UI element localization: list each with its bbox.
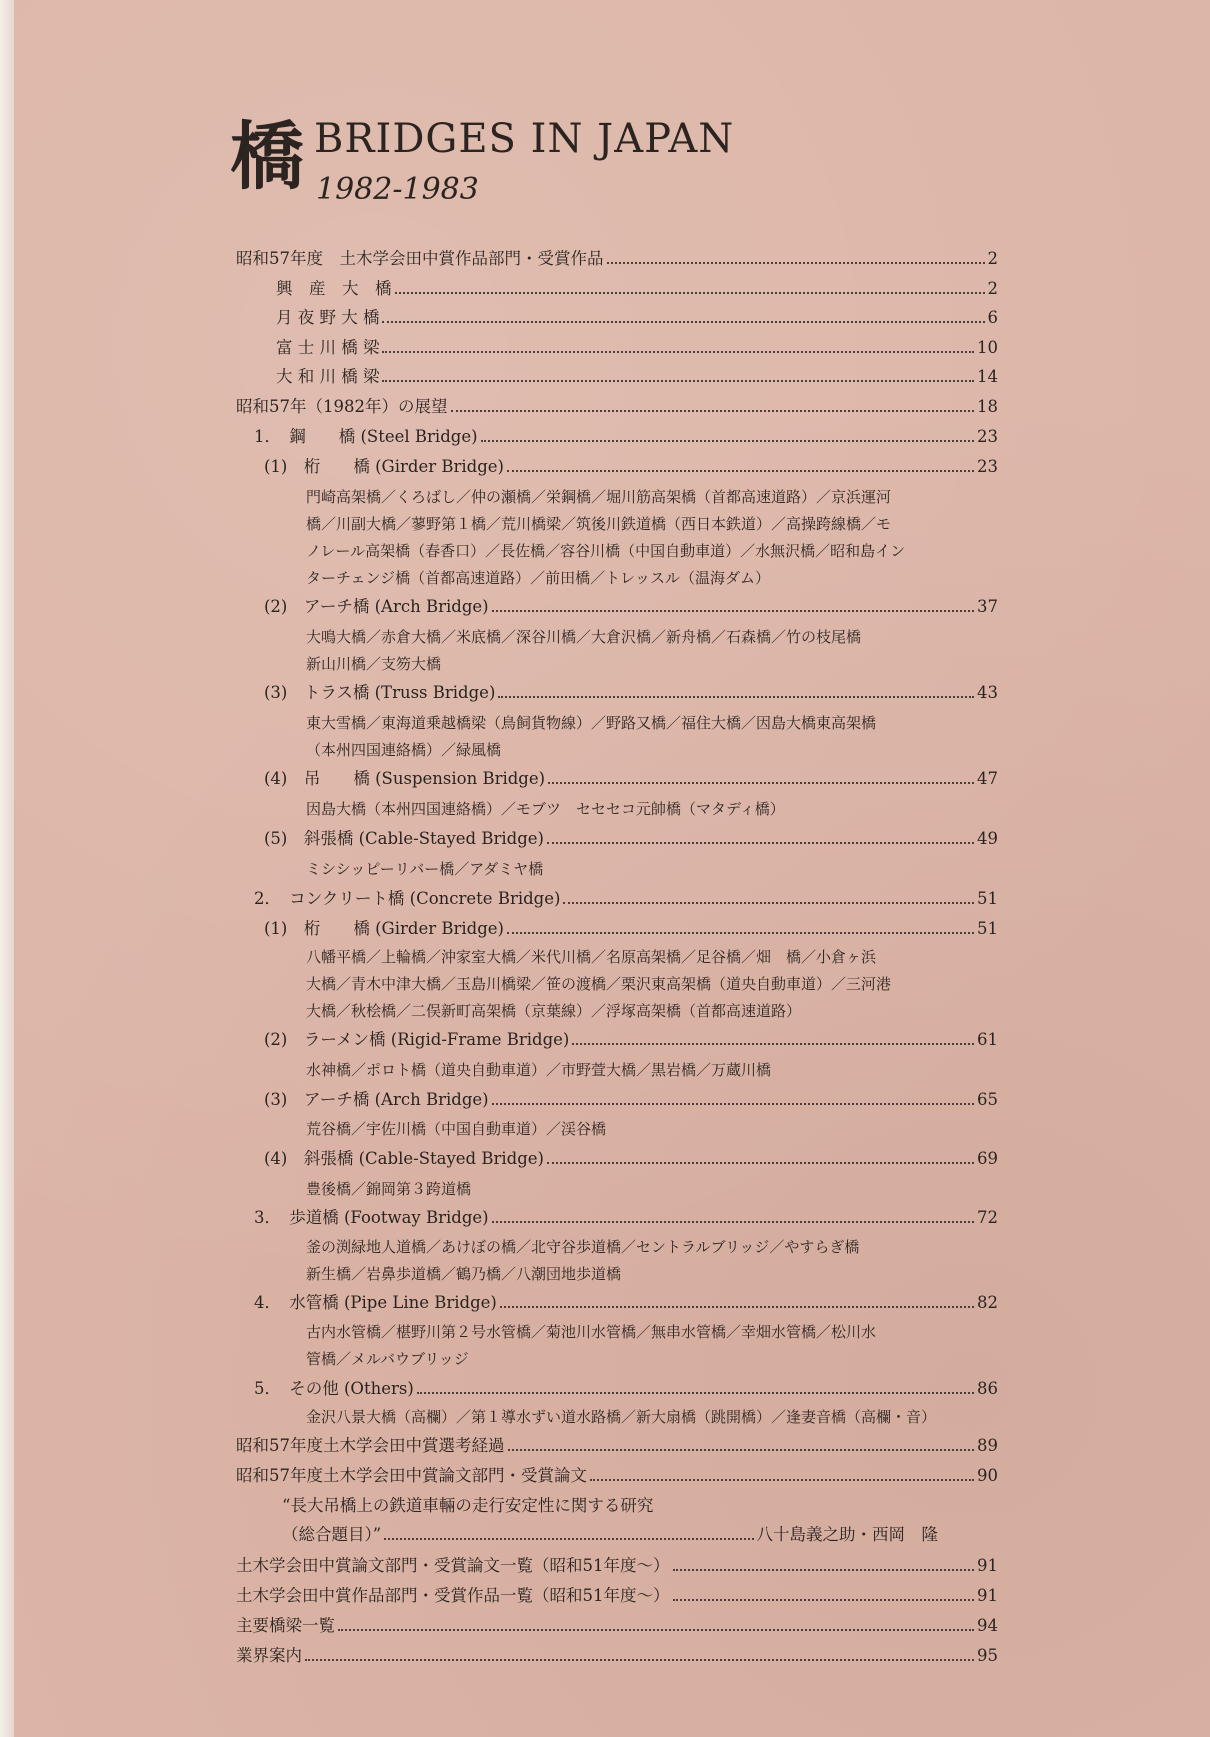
toc-entry[interactable]: 1． 鋼 橋 (Steel Bridge) 23 — [254, 427, 998, 446]
detail-line: 金沢八景大橋（高欄）／第１導水ずい道水路橋／新大扇橋（跳開橋）／逢妻音橋（高欄・音） — [306, 1408, 937, 1426]
detail-line: 八幡平橋／上輪橋／沖家室大橋／米代川橋／名原高架橋／足谷橋／畑 橋／小倉ヶ浜 — [306, 948, 877, 966]
detail-line: 新生橋／岩鼻歩道橋／鶴乃橋／八潮団地歩道橋 — [306, 1265, 622, 1283]
toc-entry[interactable]: 富 士 川 橋 梁 10 — [276, 338, 998, 357]
header-kanji: 橋 — [230, 114, 304, 200]
toc-entry[interactable]: (2) ラーメン橋 (Rigid-Frame Bridge) 61 — [264, 1030, 998, 1049]
detail-line: 大橋／秋桧橋／二俣新町高架橋（京葉線）／浮塚高架橋（首都高速道路） — [306, 1002, 802, 1020]
paper-authors-entry[interactable]: （総合題目）” 八十島義之助・西岡 隆 — [282, 1525, 938, 1544]
toc-entry[interactable]: 5． その他 (Others) 86 — [254, 1379, 998, 1398]
toc-entry[interactable]: 土木学会田中賞作品部門・受賞作品一覧（昭和51年度～） 91 — [236, 1586, 998, 1605]
toc-entry[interactable]: 昭和57年度土木学会田中賞論文部門・受賞論文 90 — [236, 1466, 998, 1485]
detail-line: ミシシッピーリバー橋／アダミヤ橋 — [306, 860, 544, 878]
toc-entry[interactable]: 昭和57年度 土木学会田中賞作品部門・受賞作品 2 — [236, 249, 998, 268]
toc-entry[interactable]: 主要橋梁一覧 94 — [236, 1616, 998, 1635]
detail-line: 新山川橋／支笏大橋 — [306, 655, 442, 673]
header-years: 1982-1983 — [316, 172, 479, 207]
toc-entry[interactable]: (3) アーチ橋 (Arch Bridge) 65 — [264, 1090, 998, 1109]
toc-entry[interactable]: (2) アーチ橋 (Arch Bridge) 37 — [264, 597, 998, 616]
detail-line: 荒谷橋／宇佐川橋（中国自動車道）／渓谷橋 — [306, 1120, 607, 1138]
detail-line: ターチェンジ橋（首都高速道路）／前田橋／トレッスル（温海ダム） — [306, 569, 771, 587]
toc-entry[interactable]: 4． 水管橋 (Pipe Line Bridge) 82 — [254, 1293, 998, 1312]
toc-entry[interactable]: (3) トラス橋 (Truss Bridge) 43 — [264, 683, 998, 702]
toc-entry[interactable]: 昭和57年度土木学会田中賞選考経過 89 — [236, 1436, 998, 1455]
detail-line: 釜の渕緑地人道橋／あけぼの橋／北守谷歩道橋／セントラルブリッジ／やすらぎ橋 — [306, 1238, 860, 1256]
paper-title-line: “長大吊橋上の鉄道車輛の走行安定性に関する研究 — [282, 1496, 654, 1515]
toc-entry[interactable]: 業界案内 95 — [236, 1646, 998, 1665]
toc-entry[interactable]: 興 産 大 橋 2 — [276, 279, 998, 298]
toc-entry[interactable]: 月 夜 野 大 橋 6 — [276, 308, 998, 327]
detail-line: 橋／川副大橋／蓼野第１橋／荒川橋梁／筑後川鉄道橋（西日本鉄道）／高操跨線橋／モ — [306, 515, 892, 533]
toc-entry[interactable]: (1) 桁 橋 (Girder Bridge) 23 — [264, 457, 998, 476]
detail-line: 古内水管橋／椹野川第２号水管橋／菊池川水管橋／無串水管橋／幸畑水管橋／松川水 — [306, 1323, 877, 1341]
detail-line: 水神橋／ポロト橋（道央自動車道）／市野萱大橋／黒岩橋／万蔵川橋 — [306, 1061, 772, 1079]
detail-line: 豊後橋／錦岡第３跨道橋 — [306, 1180, 472, 1198]
detail-line: 東大雪橋／東海道乗越橋梁（鳥飼貨物線）／野路又橋／福住大橋／因島大橋東高架橋 — [306, 714, 877, 732]
toc-entry[interactable]: (4) 斜張橋 (Cable-Stayed Bridge) 69 — [264, 1149, 998, 1168]
detail-line: 管橋／メルバウブリッジ — [306, 1350, 469, 1368]
toc-entry[interactable]: 土木学会田中賞論文部門・受賞論文一覧（昭和51年度～） 91 — [236, 1556, 998, 1575]
detail-line: 大鳴大橋／赤倉大橋／米底橋／深谷川橋／大倉沢橋／新舟橋／石森橋／竹の枝尾橋 — [306, 628, 862, 646]
toc-entry[interactable]: 昭和57年（1982年）の展望 18 — [236, 397, 998, 416]
toc-entry[interactable]: (4) 吊 橋 (Suspension Bridge) 47 — [264, 769, 998, 788]
detail-line: 因島大橋（本州四国連絡橋）／モブツ セセセコ元帥橋（マタディ橋） — [306, 800, 785, 818]
detail-line: 大橋／青木中津大橋／玉島川橋梁／笹の渡橋／栗沢東高架橋（道央自動車道）／三河港 — [306, 975, 892, 993]
header-title: BRIDGES IN JAPAN — [314, 116, 735, 162]
detail-line: 門崎高架橋／くろばし／仲の瀬橋／栄鋼橋／堀川筋高架橋（首都高速道路）／京浜運河 — [306, 488, 892, 506]
toc-entry[interactable]: (5) 斜張橋 (Cable-Stayed Bridge) 49 — [264, 829, 998, 848]
detail-line: （本州四国連絡橋）／緑風橋 — [306, 741, 502, 759]
toc-entry[interactable]: 3． 歩道橋 (Footway Bridge) 72 — [254, 1208, 998, 1227]
toc-entry[interactable]: (1) 桁 橋 (Girder Bridge) 51 — [264, 919, 998, 938]
toc-entry[interactable]: 2． コンクリート橋 (Concrete Bridge) 51 — [254, 889, 998, 908]
toc-entry[interactable]: 大 和 川 橋 梁 14 — [276, 367, 998, 386]
detail-line: ノレール高架橋（春香口）／長佐橋／容谷川橋（中国自動車道）／水無沢橋／昭和島イン — [306, 542, 906, 560]
